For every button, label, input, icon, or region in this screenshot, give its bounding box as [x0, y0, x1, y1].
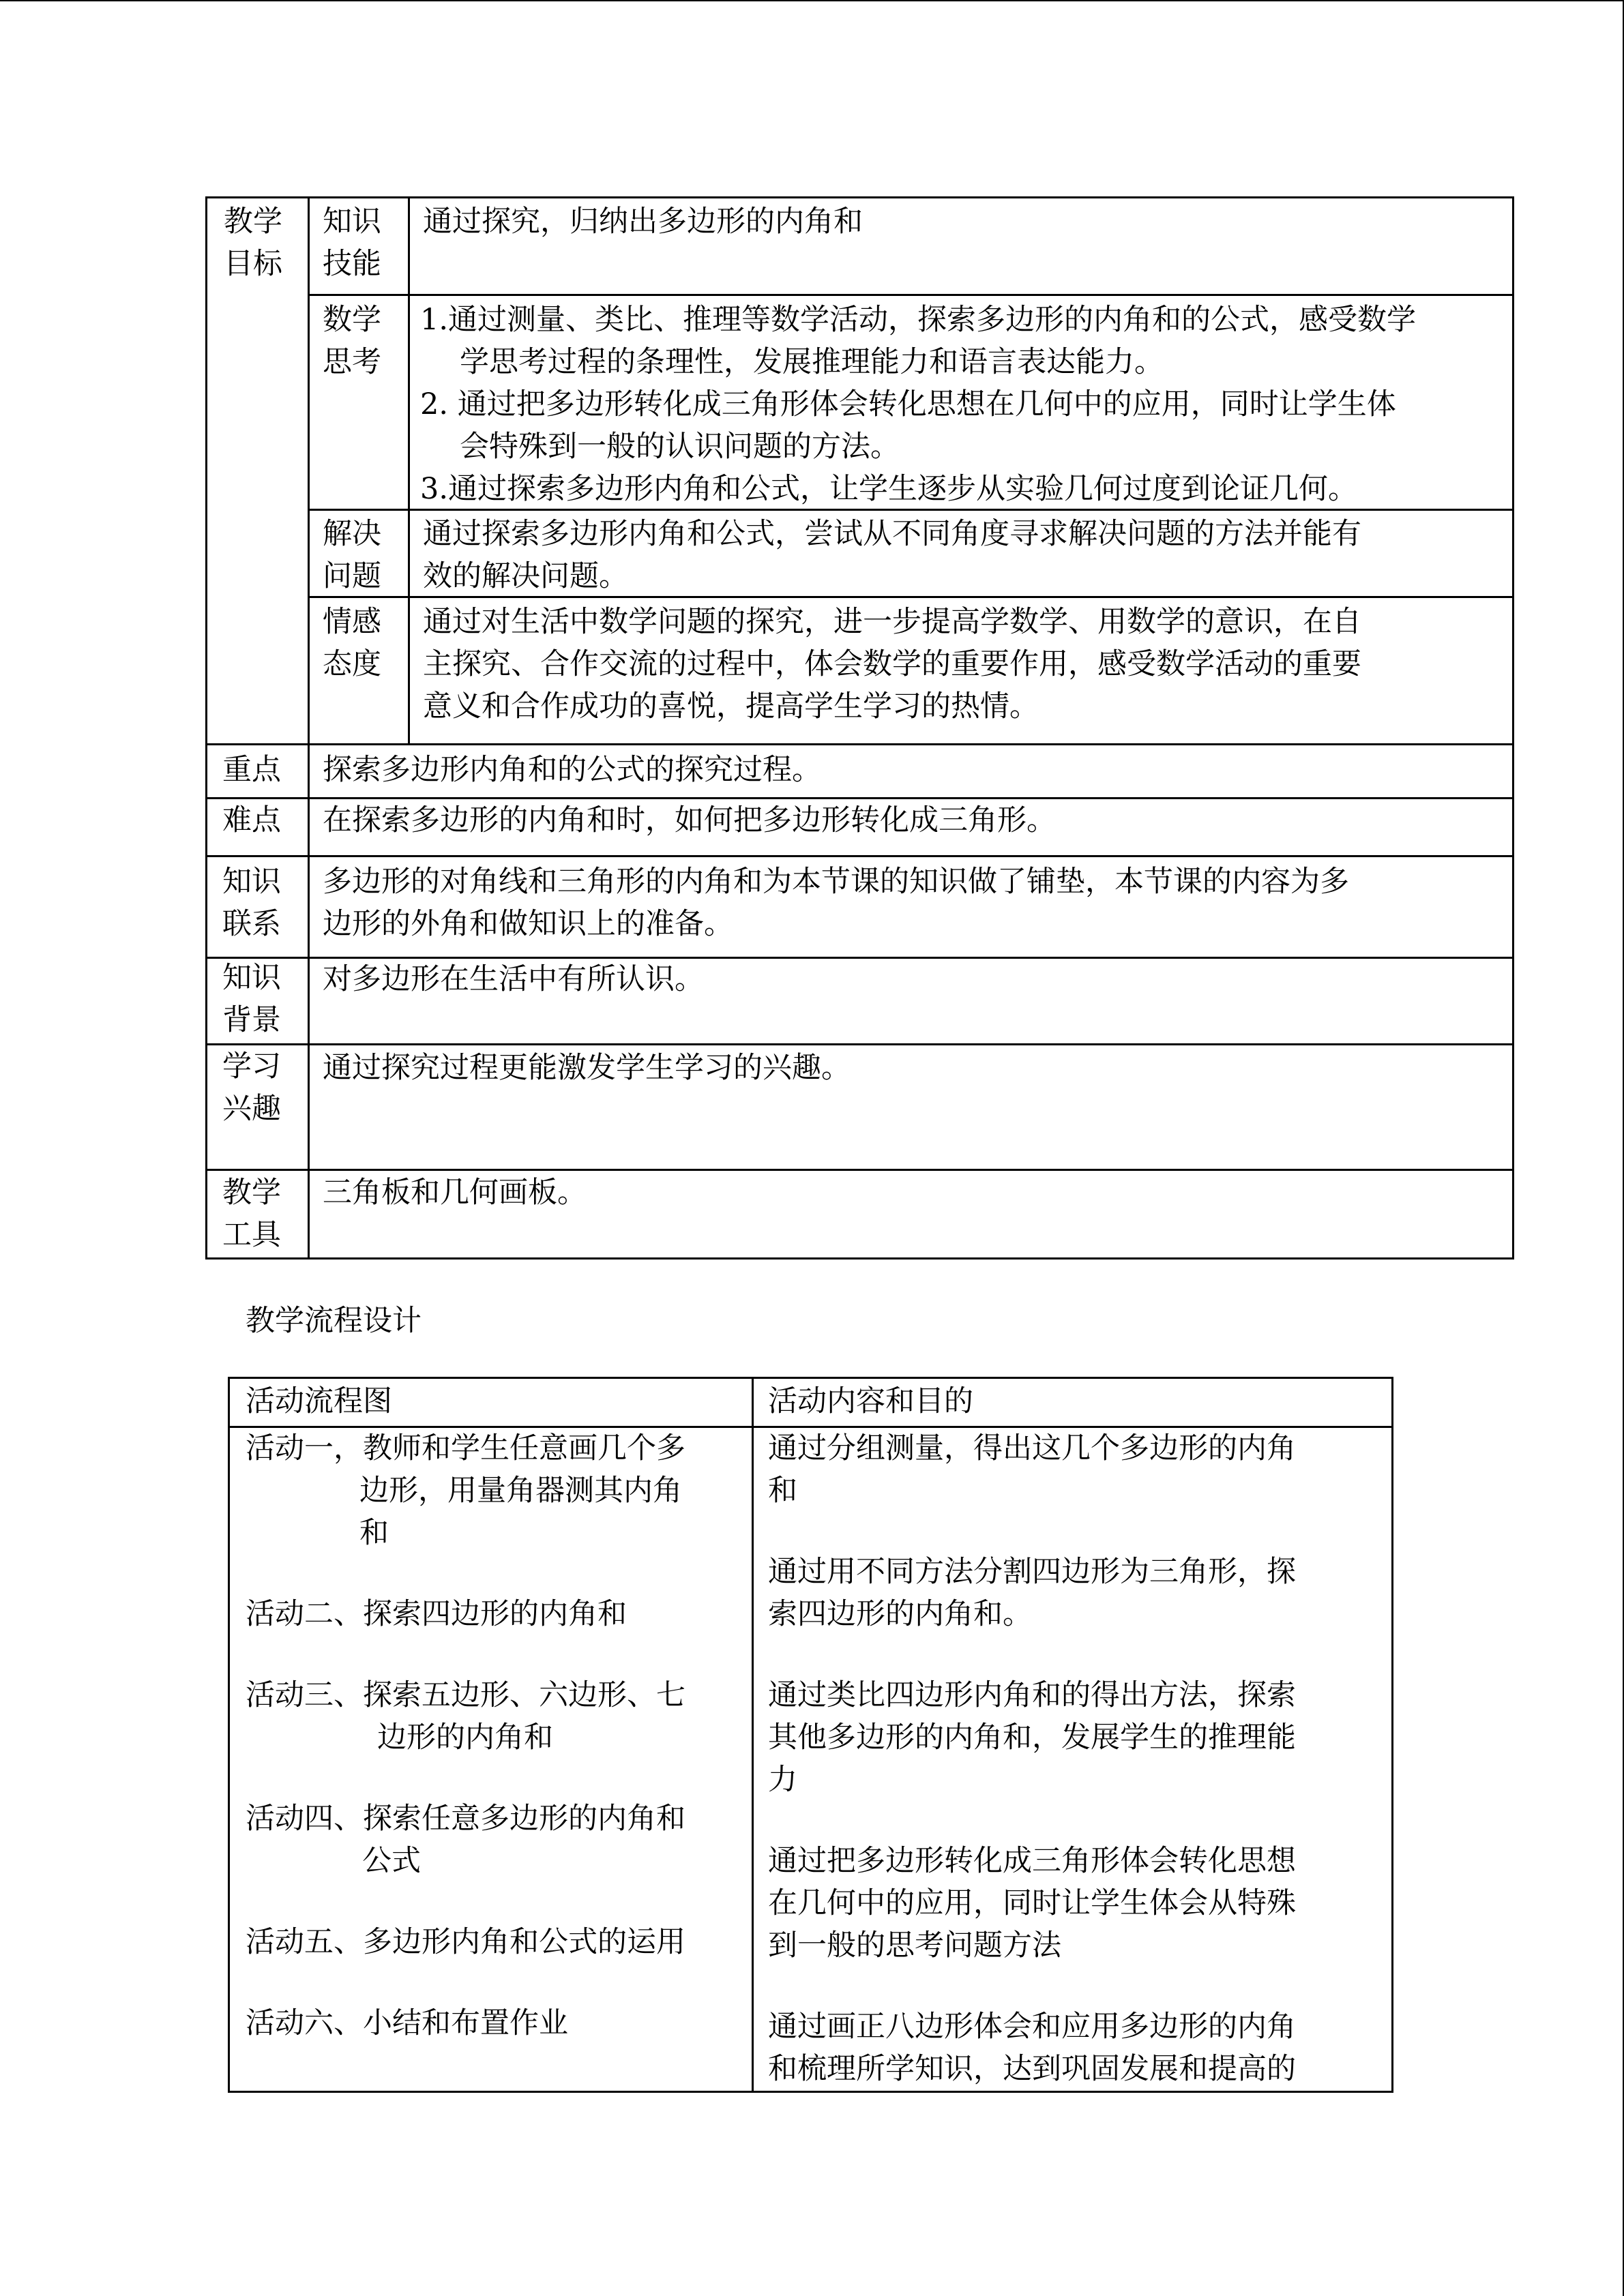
activity-5: 活动五、多边形内角和公式的运用: [246, 1925, 685, 1959]
info-label-knowledge-background: 知识: [222, 961, 281, 995]
objective-label-line: 知识: [323, 205, 381, 239]
objective-content-line: 意义和合作成功的喜悦，提高学生学习的热情。: [423, 689, 1039, 724]
objective-label-line: 情感: [323, 605, 381, 639]
purpose-4: 到一般的思考问题方法: [768, 1928, 1061, 1963]
activity-4: 活动四、探索任意多边形的内角和: [246, 1802, 685, 1836]
objective-content-line: 学思考过程的条理性，发展推理能力和语言表达能力。: [460, 345, 1164, 379]
info-label-teaching-tools: 工具: [222, 1218, 281, 1252]
info-content-knowledge-background: 对多边形在生活中有所认识。: [323, 962, 704, 996]
purpose-5: 和梳理所学知识，达到巩固发展和提高的: [768, 2052, 1296, 2086]
purpose-1: 和: [768, 1474, 797, 1508]
objective-content-line: 通过探究，归纳出多边形的内角和: [423, 205, 863, 239]
objective-content-line: 会特殊到一般的认识问题的方法。: [460, 430, 900, 464]
objective-content-line: 1.通过测量、类比、推理等数学活动，探索多边形的内角和的公式，感受数学: [420, 303, 1417, 337]
activity-2: 活动二、探索四边形的内角和: [246, 1597, 627, 1631]
purpose-3: 通过类比四边形内角和的得出方法，探索: [768, 1678, 1296, 1712]
purpose-3: 力: [768, 1763, 797, 1797]
flow-header-activities: 活动流程图: [246, 1384, 392, 1418]
activity-1: 活动一，教师和学生任意画几个多: [246, 1431, 685, 1465]
activity-3: 边形的内角和: [377, 1720, 553, 1755]
flow-section-title: 教学流程设计: [246, 1304, 422, 1338]
objective-content-line: 通过对生活中数学问题的探究，进一步提高学数学、用数学的意识，在自: [423, 605, 1361, 639]
activity-4: 公式: [362, 1844, 421, 1878]
info-label-knowledge-background: 背景: [222, 1003, 281, 1037]
flow-activities-cell: [228, 1426, 754, 2093]
info-label-knowledge-link: 知识: [222, 865, 281, 899]
info-label-teaching-tools: 教学: [222, 1176, 281, 1210]
flow-purposes-cell: [752, 1426, 1393, 2093]
objective-content-line: 3.通过探索多边形内角和公式，让学生逐步从实验几何过度到论证几何。: [420, 472, 1358, 506]
purpose-2: 通过用不同方法分割四边形为三角形，探: [768, 1555, 1296, 1589]
info-content-teaching-tools: 三角板和几何画板。: [323, 1176, 587, 1210]
activity-3: 活动三、探索五边形、六边形、七: [246, 1678, 685, 1712]
objective-content-line: 2. 通过把多边形转化成三角形体会转化思想在几何中的应用，同时让学生体: [420, 387, 1396, 421]
info-label-learning-interest: 学习: [222, 1049, 281, 1084]
info-content-knowledge-link: 多边形的对角线和三角形的内角和为本节课的知识做了铺垫，本节课的内容为多: [323, 865, 1349, 899]
info-label-difficulty: 难点: [222, 803, 281, 837]
info-label-knowledge-link: 联系: [222, 907, 281, 941]
activity-1: 和: [359, 1516, 389, 1550]
purpose-2: 索四边形的内角和。: [768, 1597, 1032, 1631]
activity-6: 活动六、小结和布置作业: [246, 2006, 568, 2040]
objective-label-line: 思考: [323, 345, 381, 379]
purpose-5: 通过画正八边形体会和应用多边形的内角: [768, 2010, 1296, 2044]
activity-1: 边形，用量角器测其内角: [359, 1474, 682, 1508]
objective-label-line: 态度: [323, 647, 381, 681]
objective-label-line: 解决: [323, 517, 381, 551]
objective-content-clip: [410, 296, 1511, 509]
objectives-group-label-line-1: 教学: [224, 205, 282, 239]
objective-label-line: 数学: [323, 303, 381, 337]
objectives-group-label-line-2: 目标: [224, 247, 282, 281]
objective-content-line: 主探究、合作交流的过程中，体会数学的重要作用，感受数学活动的重要: [423, 647, 1361, 681]
objective-content-line: 通过探索多边形内角和公式，尝试从不同角度寻求解决问题的方法并能有: [423, 517, 1361, 551]
info-content-learning-interest: 通过探究过程更能激发学生学习的兴趣。: [323, 1051, 851, 1085]
objective-label-line: 技能: [323, 247, 381, 281]
info-content-key-point: 探索多边形内角和的公式的探究过程。: [323, 753, 821, 787]
purpose-1: 通过分组测量，得出这几个多边形的内角: [768, 1431, 1296, 1465]
purpose-4: 在几何中的应用，同时让学生体会从特殊: [768, 1886, 1296, 1920]
info-label-key-point: 重点: [222, 753, 281, 787]
purpose-4: 通过把多边形转化成三角形体会转化思想: [768, 1844, 1296, 1878]
objective-label-line: 问题: [323, 559, 381, 593]
flow-header-purposes: 活动内容和目的: [768, 1384, 973, 1418]
purpose-3: 其他多边形的内角和，发展学生的推理能: [768, 1720, 1296, 1755]
objective-content-line: 效的解决问题。: [423, 559, 628, 593]
info-content-knowledge-link: 边形的外角和做知识上的准备。: [323, 907, 733, 941]
info-content-difficulty: 在探索多边形的内角和时，如何把多边形转化成三角形。: [323, 803, 1056, 837]
info-label-learning-interest: 兴趣: [222, 1092, 281, 1126]
